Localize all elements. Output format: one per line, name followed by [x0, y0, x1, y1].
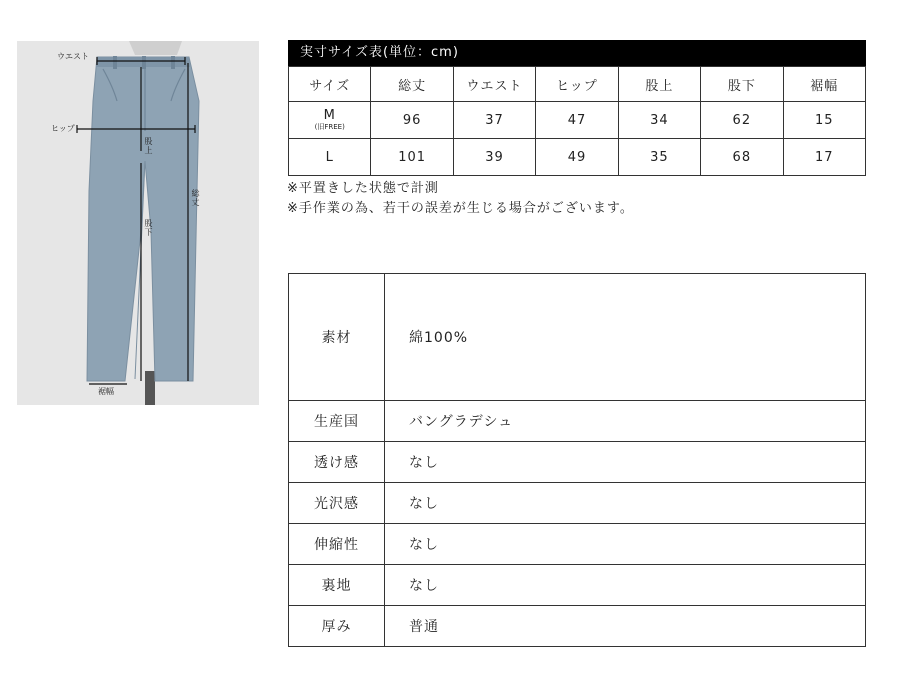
spec-row-sheerness	[289, 442, 866, 483]
table-row	[289, 102, 866, 139]
header-hem: 裾幅	[783, 67, 865, 102]
label-hip: ヒップ	[51, 124, 75, 133]
value-cell: 96	[371, 102, 453, 139]
spec-label: 素材	[289, 274, 385, 401]
value-cell: 49	[536, 139, 618, 176]
value-cell: 62	[701, 102, 783, 139]
spec-value: 綿100%	[385, 274, 866, 401]
spec-label: 厚み	[289, 606, 385, 647]
spec-row-lining	[289, 565, 866, 606]
header-hip: ヒップ	[536, 67, 618, 102]
label-waist: ウエスト	[57, 52, 89, 61]
header-waist: ウエスト	[453, 67, 535, 102]
value-cell: 47	[536, 102, 618, 139]
label-inseam: 股下	[144, 219, 153, 237]
value-cell: 68	[701, 139, 783, 176]
spec-label: 生産国	[289, 401, 385, 442]
value-cell: 39	[453, 139, 535, 176]
value-cell: 101	[371, 139, 453, 176]
header-size: サイズ	[289, 67, 371, 102]
spec-label: 伸縮性	[289, 524, 385, 565]
spec-value: 普通	[385, 606, 866, 647]
size-label: L	[325, 149, 334, 165]
product-photo	[17, 41, 259, 405]
value-cell: 17	[783, 139, 865, 176]
spec-row-country	[289, 401, 866, 442]
table-row	[289, 139, 866, 176]
spec-value: なし	[385, 442, 866, 483]
value-cell: 35	[618, 139, 700, 176]
label-hem: 裾幅	[98, 387, 114, 396]
jeans-illustration	[17, 41, 259, 405]
size-note: (旧FREE)	[314, 123, 345, 131]
spec-value: なし	[385, 483, 866, 524]
spec-value: バングラデシュ	[385, 401, 866, 442]
size-table	[288, 66, 866, 176]
value-cell: 15	[783, 102, 865, 139]
spec-row-thickness	[289, 606, 866, 647]
size-label: M	[323, 108, 336, 123]
measurement-notes	[287, 179, 634, 219]
size-table-header-row	[289, 67, 866, 102]
value-cell: 34	[618, 102, 700, 139]
spec-label: 裏地	[289, 565, 385, 606]
label-rise: 股上	[144, 137, 153, 155]
size-cell	[289, 139, 371, 176]
header-inseam: 股下	[701, 67, 783, 102]
spec-table	[288, 273, 866, 647]
label-total-length: 総丈	[191, 189, 200, 207]
spec-value: なし	[385, 565, 866, 606]
spec-row-stretch	[289, 524, 866, 565]
spec-label: 光沢感	[289, 483, 385, 524]
size-table-title: 実寸サイズ表(単位：cm)	[288, 40, 866, 66]
spec-label: 透け感	[289, 442, 385, 483]
size-cell	[289, 102, 371, 139]
spec-row-material	[289, 274, 866, 401]
note-flat-measurement: ※平置きした状態で計測	[287, 181, 439, 196]
size-table-section	[288, 40, 866, 176]
spec-value: なし	[385, 524, 866, 565]
value-cell: 37	[453, 102, 535, 139]
spec-row-gloss	[289, 483, 866, 524]
header-rise: 股上	[618, 67, 700, 102]
header-total-length: 総丈	[371, 67, 453, 102]
note-handmade-error: ※手作業の為、若干の誤差が生じる場合がございます。	[287, 201, 634, 216]
